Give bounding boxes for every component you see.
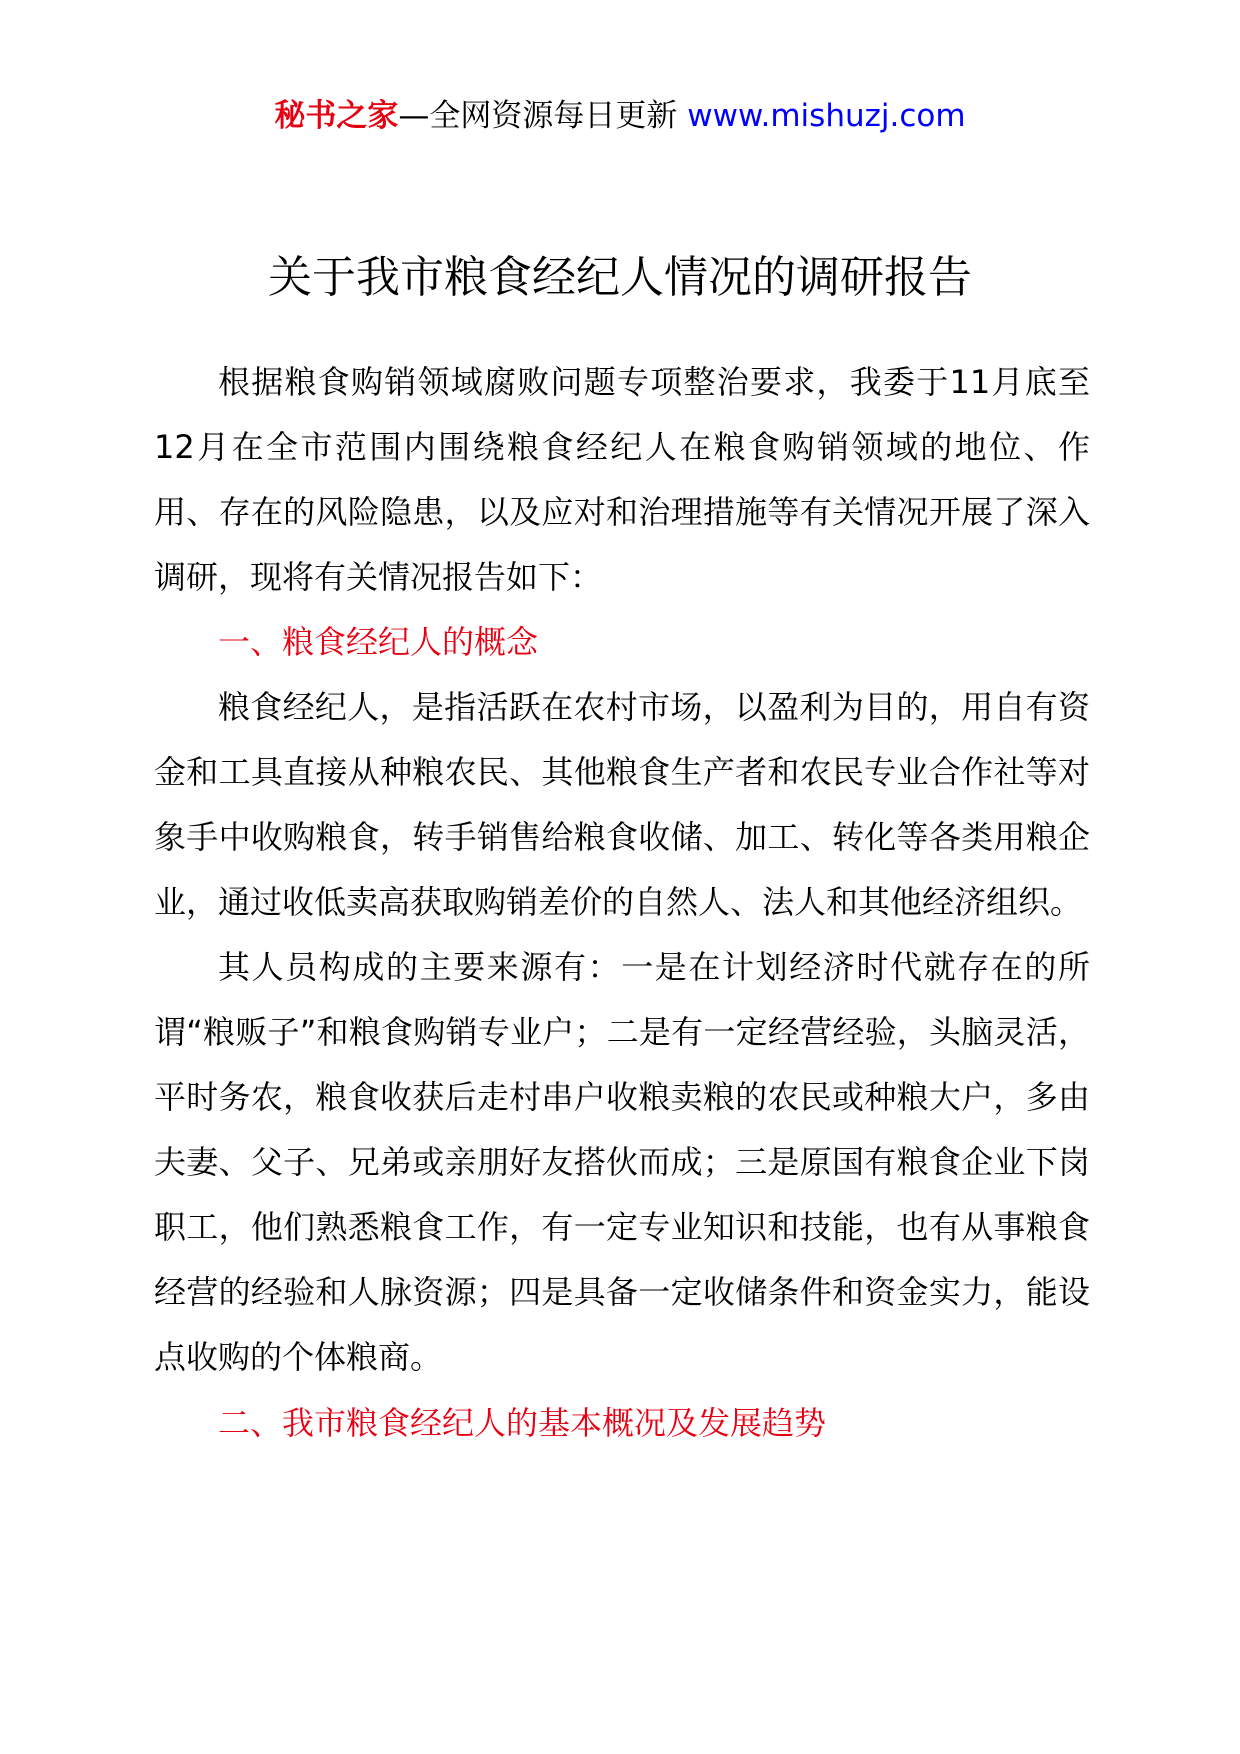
intro-paragraph: 根据粮食购销领域腐败问题专项整治要求，我委于11月底至12月在全市范围内围绕粮食经纪人在粮食购销领域的地位、作用、存在的风险隐患，以及应对和治理措施等有关情况开展了深入调研，现将有关情况报告如下： xyxy=(154,363,1090,596)
section-1-paragraph-2: 其人员构成的主要来源有：一是在计划经济时代就存在的所谓“粮贩子”和粮食购销专业户；二是有一定经营经验，头脑灵活，平时务农，粮食收获后走村串户收粮卖粮的农民或种粮大户，多由夫妻、父子、兄弟或亲朋好友搭伙而成；三是原国有粮食企业下岗职工，他们熟悉粮食工作，有一定专业知识和技能，也有从事粮食经营的经验和人脉资源；四是具备一定收储条件和资金实力，能设点收购的个体粮商。 xyxy=(154,948,1090,1376)
site-tagline: —全网资源每日更新 xyxy=(398,98,678,134)
site-header xyxy=(0,96,1240,136)
site-brand: 秘书之家 xyxy=(274,98,399,134)
document-title: 关于我市粮食经纪人情况的调研报告 xyxy=(268,252,972,303)
section-heading-1: 一、粮食经纪人的概念 xyxy=(218,623,539,661)
section-heading-2: 二、我市粮食经纪人的基本概况及发展趋势 xyxy=(218,1404,827,1442)
site-url-link[interactable]: www.mishuzj.com xyxy=(687,98,966,134)
document-body xyxy=(154,350,1090,1456)
section-1-paragraph-1: 粮食经纪人，是指活跃在农村市场，以盈利为目的，用自有资金和工具直接从种粮农民、其他粮食生产者和农民专业合作社等对象手中收购粮食，转手销售给粮食收储、加工、转化等各类用粮企业，通过收低卖高获取购销差价的自然人、法人和其他经济组织。 xyxy=(154,688,1090,921)
